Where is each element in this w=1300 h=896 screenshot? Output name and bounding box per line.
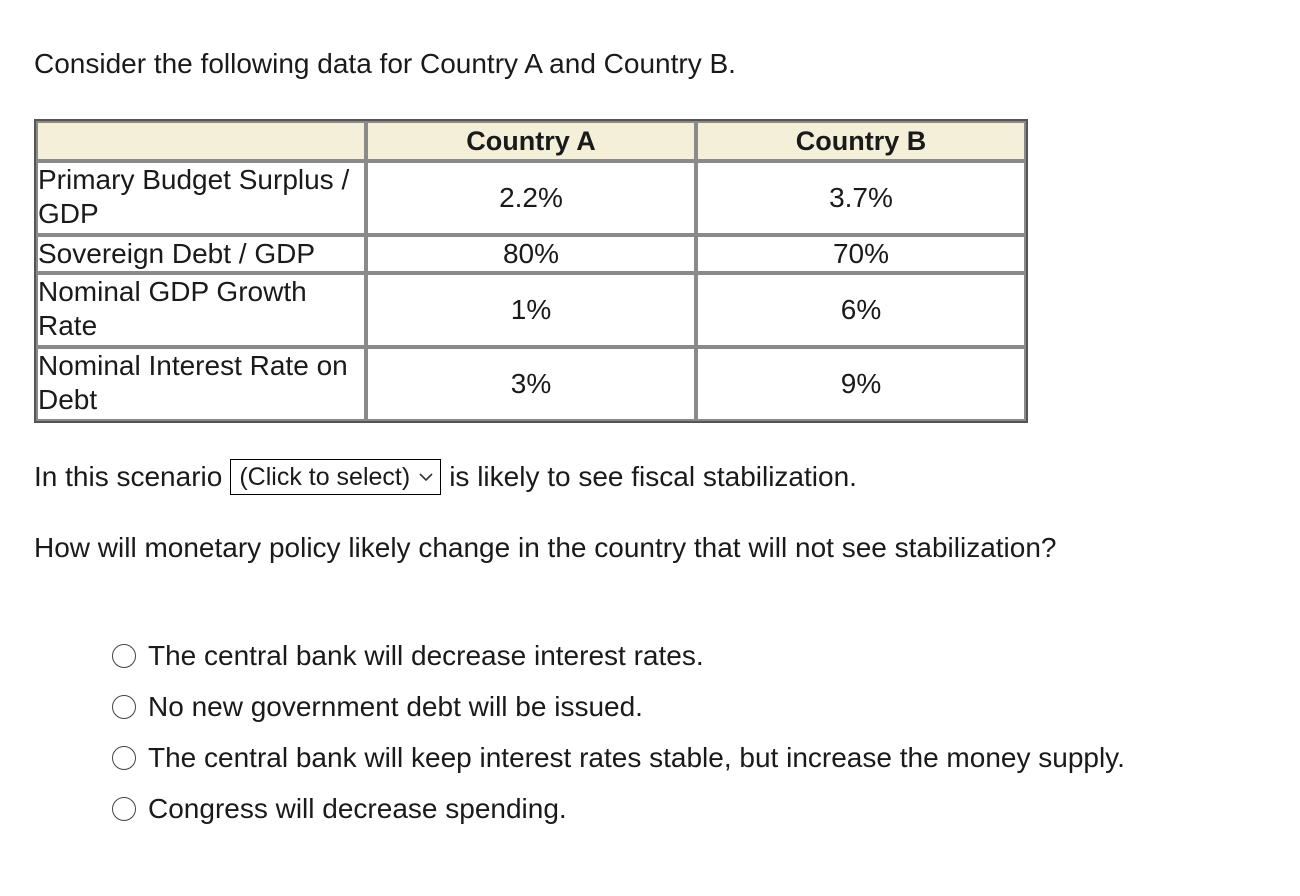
row-label: Nominal GDP Growth Rate xyxy=(36,273,366,347)
scenario-prefix: In this scenario xyxy=(34,461,223,492)
answer-option-label[interactable]: The central bank will keep interest rates stable, but increase the money supply. xyxy=(148,741,1125,773)
radio-button[interactable] xyxy=(112,746,136,770)
country-b-value: 3.7% xyxy=(696,161,1026,235)
answer-option-label[interactable]: Congress will decrease spending. xyxy=(148,792,567,824)
country-b-value: 6% xyxy=(696,273,1026,347)
table-row xyxy=(36,273,1026,347)
header-country-a: Country A xyxy=(366,121,696,161)
scenario-suffix: is likely to see fiscal stabilization. xyxy=(449,461,857,492)
answer-option[interactable] xyxy=(112,630,1125,681)
answer-option[interactable] xyxy=(112,783,1125,834)
table-row xyxy=(36,235,1026,273)
answer-option[interactable] xyxy=(112,681,1125,732)
country-a-value: 80% xyxy=(366,235,696,273)
answer-option-label[interactable]: The central bank will decrease interest rates. xyxy=(148,639,704,671)
country-a-value: 3% xyxy=(366,347,696,421)
country-b-value: 70% xyxy=(696,235,1026,273)
scenario-sentence xyxy=(34,457,857,497)
row-label: Sovereign Debt / GDP xyxy=(36,235,366,273)
table-row xyxy=(36,161,1026,235)
answer-option-label[interactable]: No new government debt will be issued. xyxy=(148,690,643,722)
table-row xyxy=(36,347,1026,421)
answer-options xyxy=(112,630,1125,834)
question-text: How will monetary policy likely change in the country that will not see stabilization? xyxy=(34,532,1057,563)
chevron-down-icon xyxy=(418,469,434,485)
header-country-b: Country B xyxy=(696,121,1026,161)
country-a-value: 2.2% xyxy=(366,161,696,235)
data-table xyxy=(34,119,1028,423)
country-b-value: 9% xyxy=(696,347,1026,421)
intro-text: Consider the following data for Country A and Country B. xyxy=(34,48,736,79)
radio-button[interactable] xyxy=(112,644,136,668)
row-label: Primary Budget Surplus / GDP xyxy=(36,161,366,235)
radio-button[interactable] xyxy=(112,695,136,719)
country-select-dropdown[interactable] xyxy=(230,459,441,495)
answer-option[interactable] xyxy=(112,732,1125,783)
country-a-value: 1% xyxy=(366,273,696,347)
row-label: Nominal Interest Rate on Debt xyxy=(36,347,366,421)
table-header-row xyxy=(36,121,1026,161)
select-value: (Click to select) xyxy=(239,463,411,491)
radio-button[interactable] xyxy=(112,797,136,821)
header-empty-cell xyxy=(36,121,366,161)
